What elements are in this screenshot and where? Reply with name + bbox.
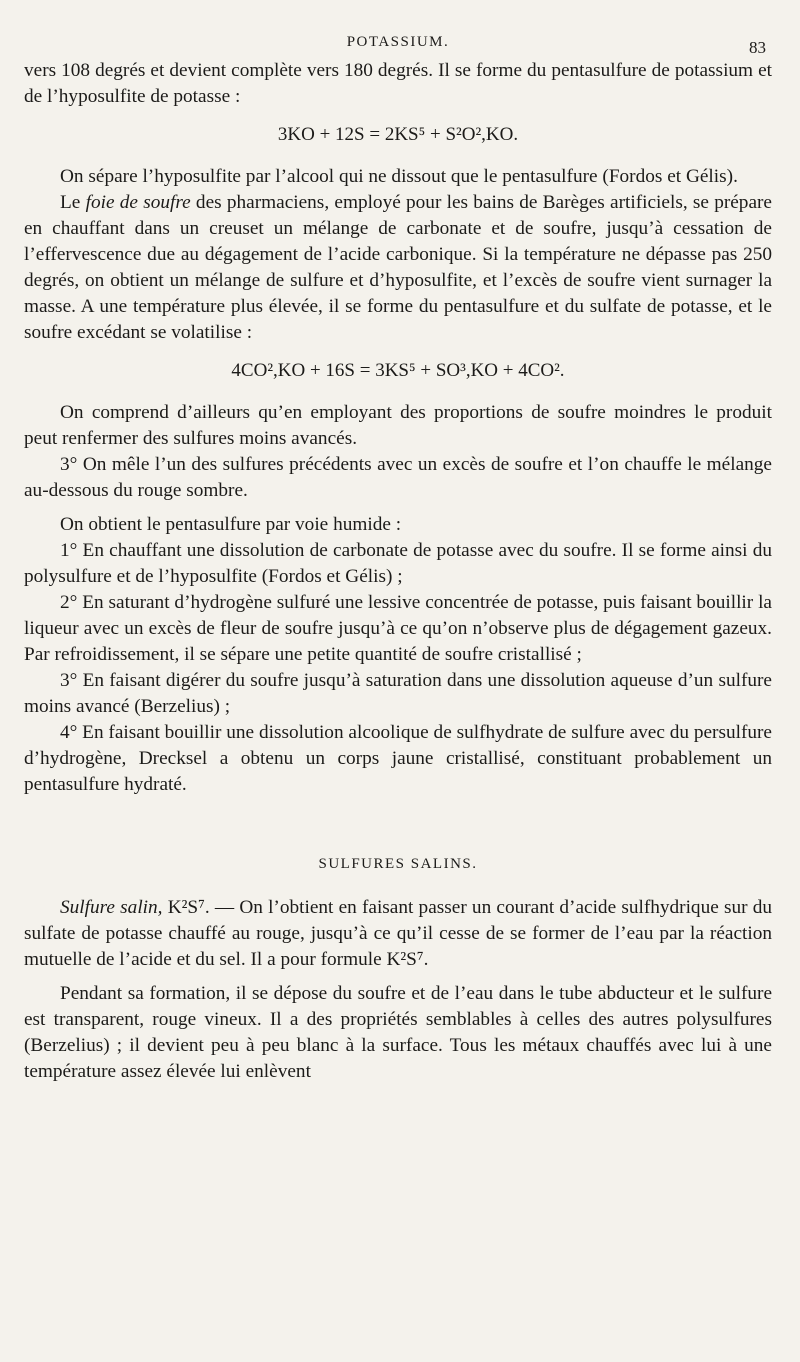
paragraph-foie-de-soufre <box>24 190 772 346</box>
italic-term: foie de soufre <box>85 192 191 213</box>
italic-term: Sulfure salin, <box>60 897 163 918</box>
paragraph-separation: On sépare l’hyposulfite par l’alcool qui ne dissout que le pentasulfure (Fordos et Gélis). <box>60 166 738 187</box>
paragraph-continuation: vers 108 degrés et devient complète vers 180 degrés. Il se forme du pentasulfure de potassium et de l’hyposulfite de potasse : <box>24 60 772 107</box>
page-number: 83 <box>749 38 766 57</box>
equation-hyposulfite: 3KO + 12S = 2KS⁵ + S²O²,KO. <box>277 124 519 145</box>
paragraph-voie-humide: On obtient le pentasulfure par voie humide : <box>60 514 402 535</box>
text-run: K²S⁷. — On l’obtient en faisant passer un courant d’acide sulfhydrique sur du sulfate de potasse chauffé au rouge, jusqu’à ce qu’il cesse de se former de l’eau par la réaction mutuelle de l’acide et du sel. Il a pour formule K²S⁷. <box>24 897 772 970</box>
paragraph-method-3: 3° On mêle l’un des sulfures précédents avec un excès de soufre et l’on chauffe le mélange au-dessous du rouge sombre. <box>24 454 772 501</box>
paragraph-formation: Pendant sa formation, il se dépose du soufre et de l’eau dans le tube abducteur et le sulfure est transparent, rouge vineux. Il a des propriétés semblables à celles des autres polysulfures (Berzelius) ; il devient peu à peu blanc à la surface. Tous les métaux chauffés avec lui à une température assez élevée lui enlèvent <box>24 983 772 1082</box>
paragraph-proportions: On comprend d’ailleurs qu’en employant des proportions de soufre moindres le produit peut renfermer des sulfures moins avancés. <box>24 402 772 449</box>
section-heading: SULFURES SALINS. <box>318 856 478 872</box>
paragraph-item-1: 1° En chauffant une dissolution de carbonate de potasse avec du soufre. Il se forme ainsi du polysulfure et de l’hyposulfite (Fordos et Gélis) ; <box>24 540 772 587</box>
page <box>24 30 772 1085</box>
paragraph-item-2: 2° En saturant d’hydrogène sulfuré une lessive concentrée de potasse, puis faisant bouillir la liqueur avec un excès de fleur de soufre jusqu’à ce qu’on n’observe plus de dégagement gazeux. Par refroidissement, il se sépare une petite quantité de soufre cristallisé ; <box>24 592 772 665</box>
text-run: des pharmaciens, employé pour les bains de Barèges artificiels, se prépare en chauffant dans un creuset un mélange de carbonate et de soufre, jusqu’à cessation de l’effervescence due au dégagement de l’acide carbonique. Si la température ne dépasse pas 250 degrés, on obtient un mélange de sulfure et d’hyposulfite, et l’excès de soufre vient surnager la masse. A une température plus élevée, il se forme du pentasulfure et du sulfate de potasse, et le soufre excédant se volatilise : <box>24 192 772 343</box>
paragraph-sulfure-salin <box>24 895 772 973</box>
equation-carbonate: 4CO²,KO + 16S = 3KS⁵ + SO³,KO + 4CO². <box>231 360 565 381</box>
text-run: Le <box>60 192 86 213</box>
paragraph-item-3: 3° En faisant digérer du soufre jusqu’à saturation dans une dissolution aqueuse d’un sulfure moins avancé (Berzelius) ; <box>24 670 772 717</box>
paragraph-item-4: 4° En faisant bouillir une dissolution alcoolique de sulfhydrate de sulfure avec du persulfure d’hydrogène, Drecksel a obtenu un corps jaune cristallisé, constituant probablement un pentasulfure hydraté. <box>24 722 772 795</box>
running-title: POTASSIUM. <box>346 34 450 50</box>
page-header <box>24 30 772 58</box>
